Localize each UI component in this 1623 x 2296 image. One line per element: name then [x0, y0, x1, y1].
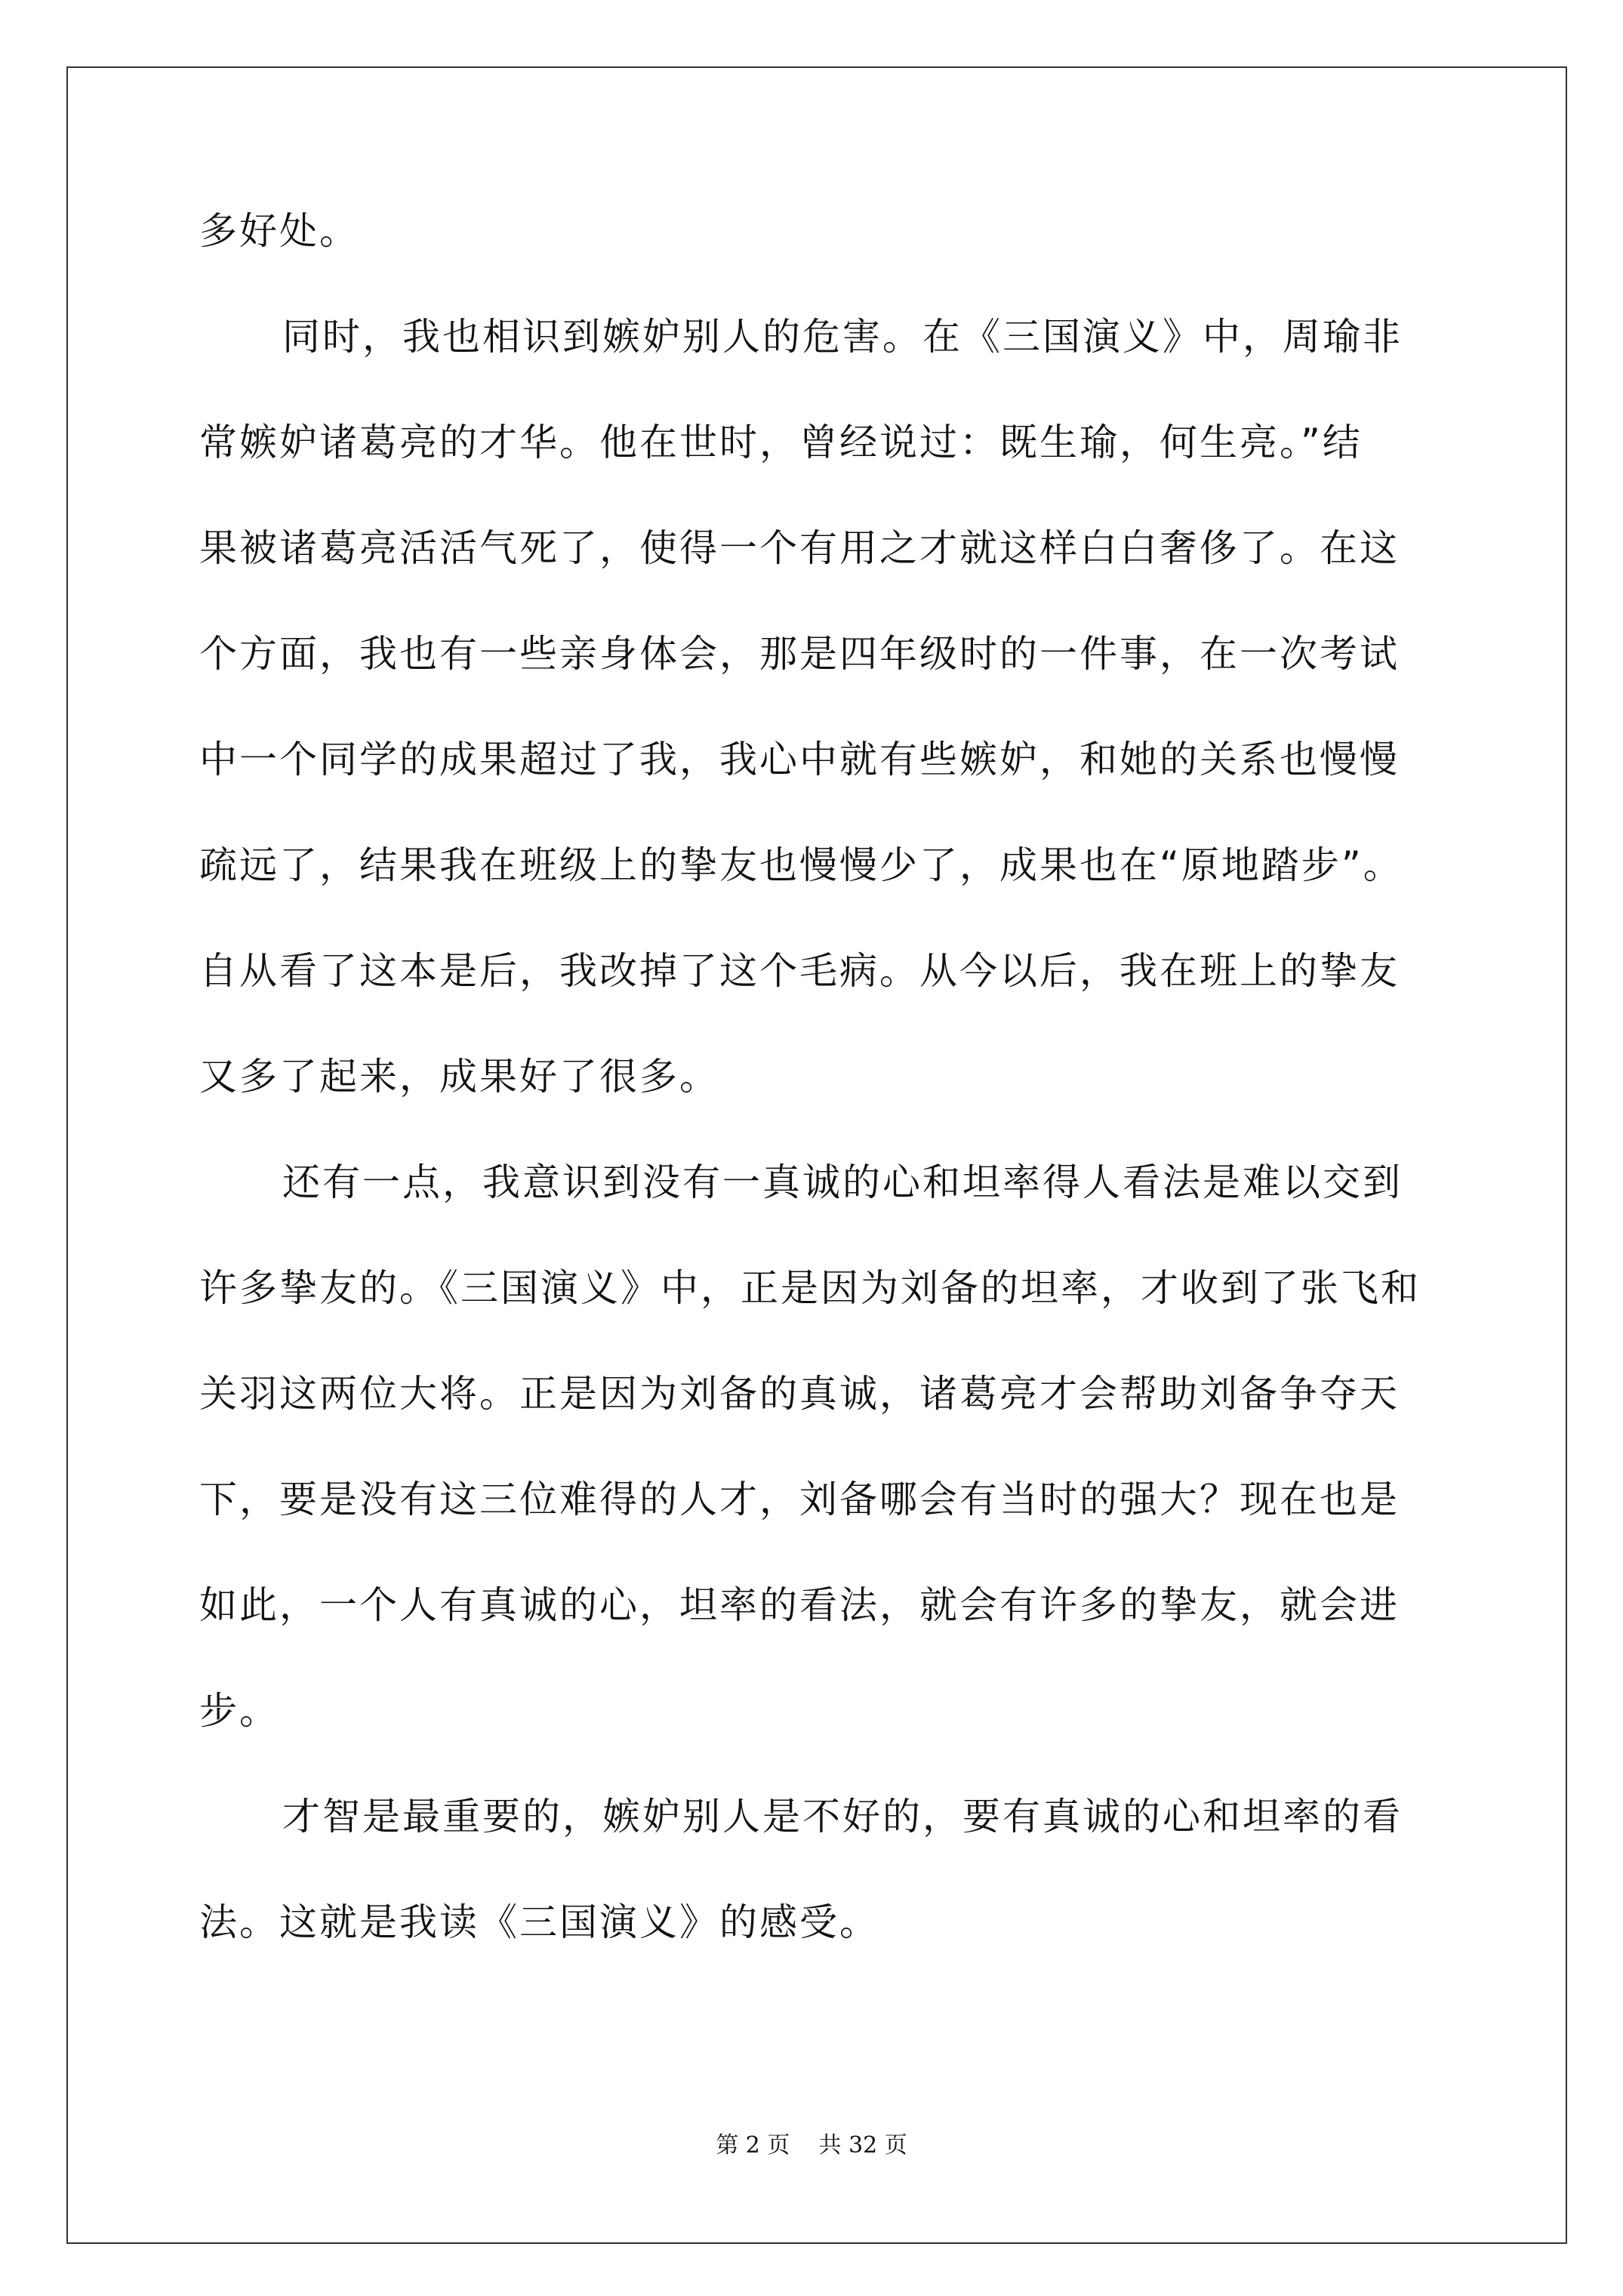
text-line: 多好处。	[199, 209, 359, 253]
page-number: 第 2 页	[716, 2132, 790, 2159]
text-line: 同时，我也相识到嫉妒别人的危害。在《三国演义》中，周瑜非	[282, 315, 1403, 359]
text-line: 才智是最重要的，嫉妒别人是不好的，要有真诚的心和坦率的看	[282, 1795, 1403, 1838]
text-line: 关羽这两位大将。正是因为刘备的真诚，诸葛亮才会帮助刘备争夺天	[199, 1372, 1400, 1416]
document-body	[199, 208, 1442, 2005]
page-total: 共 32 页	[818, 2132, 907, 2159]
text-line: 自从看了这本是后，我改掉了这个毛病。从今以后，我在班上的挚友	[199, 949, 1400, 993]
text-line: 常嫉妒诸葛亮的才华。他在世时，曾经说过：既生瑜，何生亮。”结	[199, 421, 1363, 464]
text-line: 如此，一个人有真诚的心，坦率的看法，就会有许多的挚友，就会进	[199, 1583, 1400, 1627]
text-line: 法。这就是我读《三国演义》的感受。	[199, 1900, 879, 1944]
text-line: 疏远了，结果我在班级上的挚友也慢慢少了，成果也在“原地踏步”。	[199, 843, 1403, 887]
page-footer	[0, 2126, 1623, 2159]
text-line: 果被诸葛亮活活气死了，使得一个有用之才就这样白白奢侈了。在这	[199, 526, 1400, 570]
text-line: 个方面，我也有一些亲身体会，那是四年级时的一件事，在一次考试	[199, 632, 1400, 676]
text-line: 下，要是没有这三位难得的人才，刘备哪会有当时的强大？现在也是	[199, 1478, 1400, 1521]
text-line: 还有一点，我意识到没有一真诚的心和坦率得人看法是难以交到	[282, 1160, 1403, 1204]
text-line: 又多了起来，成果好了很多。	[199, 1055, 719, 1099]
text-line: 步。	[199, 1689, 279, 1733]
text-line: 中一个同学的成果超过了我，我心中就有些嫉妒，和她的关系也慢慢	[199, 738, 1400, 781]
text-line: 许多挚友的。《三国演义》中，正是因为刘备的坦率，才收到了张飞和	[199, 1266, 1421, 1310]
